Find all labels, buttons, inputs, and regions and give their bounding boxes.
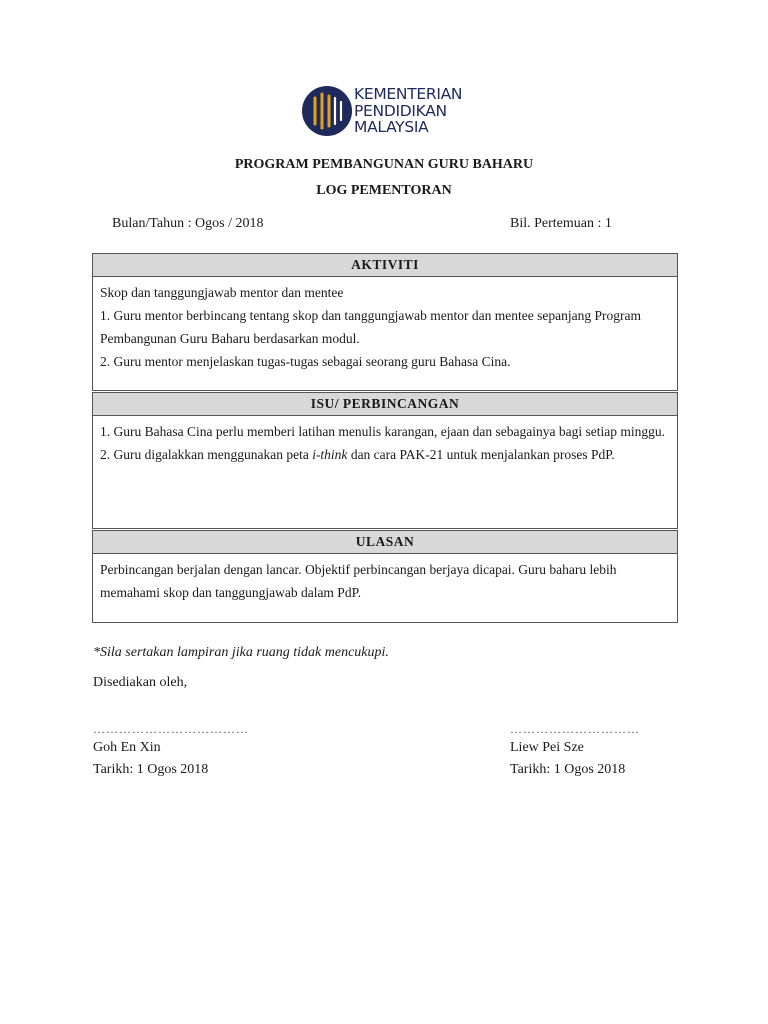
mentee-signature-line: ……………………………… bbox=[93, 722, 249, 736]
mentee-date: Tarikh: 1 Ogos 2018 bbox=[93, 762, 209, 777]
aktiviti-line-2: 1. Guru mentor berbincang tentang skop dan tanggungjawab mentor dan mentee sepanjang Program Pembangunan Guru Baharu berdasarkan modul. bbox=[100, 308, 641, 346]
isu-line-2-pre: 2. Guru digalakkan menggunakan peta bbox=[100, 447, 313, 462]
logo-line-1: KEMENTERIAN bbox=[354, 85, 463, 103]
i-think-term: i-think bbox=[312, 447, 348, 462]
attachment-note: *Sila sertakan lampiran jika ruang tidak mencukupi. bbox=[93, 645, 389, 660]
ulasan-heading: ULASAN bbox=[93, 531, 677, 554]
aktiviti-body bbox=[93, 277, 677, 373]
isu-line-2 bbox=[100, 443, 670, 466]
ulasan-text: Perbincangan berjalan dengan lancar. Objektif perbincangan berjaya dicapai. Guru baharu lebih memahami skop dan tanggungjawab dalam PdP. bbox=[100, 562, 617, 600]
ministry-logo bbox=[302, 84, 482, 138]
logo-line-2: PENDIDIKAN bbox=[354, 101, 447, 120]
isu-heading: ISU/ PERBINCANGAN bbox=[93, 393, 677, 416]
aktiviti-heading: AKTIVITI bbox=[93, 254, 677, 277]
logo-line-3: MALAYSIA bbox=[354, 118, 429, 136]
ulasan-section bbox=[92, 530, 678, 623]
isu-body bbox=[93, 416, 677, 466]
mentor-signature-line: ………………………… bbox=[510, 722, 640, 736]
isu-section bbox=[92, 392, 678, 529]
aktiviti-line-1: Skop dan tanggungjawab mentor dan mentee bbox=[100, 285, 344, 300]
logo-wordmark bbox=[354, 86, 462, 136]
mentor-date: Tarikh: 1 Ogos 2018 bbox=[510, 762, 626, 777]
aktiviti-line-3: 2. Guru mentor menjelaskan tugas-tugas sebagai seorang guru Bahasa Cina. bbox=[100, 354, 511, 369]
isu-line-2-post: dan cara PAK-21 untuk menjalankan proses PdP. bbox=[347, 447, 615, 462]
ministry-emblem-icon bbox=[302, 84, 352, 138]
ulasan-body bbox=[93, 554, 677, 604]
document-title: PROGRAM PEMBANGUNAN GURU BAHARU bbox=[234, 157, 534, 172]
document-subtitle: LOG PEMENTORAN bbox=[316, 183, 452, 198]
prepared-by-label: Disediakan oleh, bbox=[93, 675, 188, 690]
month-year-field: Bulan/Tahun : Ogos / 2018 bbox=[112, 216, 264, 231]
aktiviti-section bbox=[92, 253, 678, 391]
mentee-name: Goh En Xin bbox=[93, 740, 161, 755]
meeting-number-field: Bil. Pertemuan : 1 bbox=[510, 216, 612, 231]
mentor-name: Liew Pei Sze bbox=[510, 740, 584, 755]
isu-line-1: 1. Guru Bahasa Cina perlu memberi latihan menulis karangan, ejaan dan sebagainya bagi setiap minggu. bbox=[100, 424, 665, 439]
